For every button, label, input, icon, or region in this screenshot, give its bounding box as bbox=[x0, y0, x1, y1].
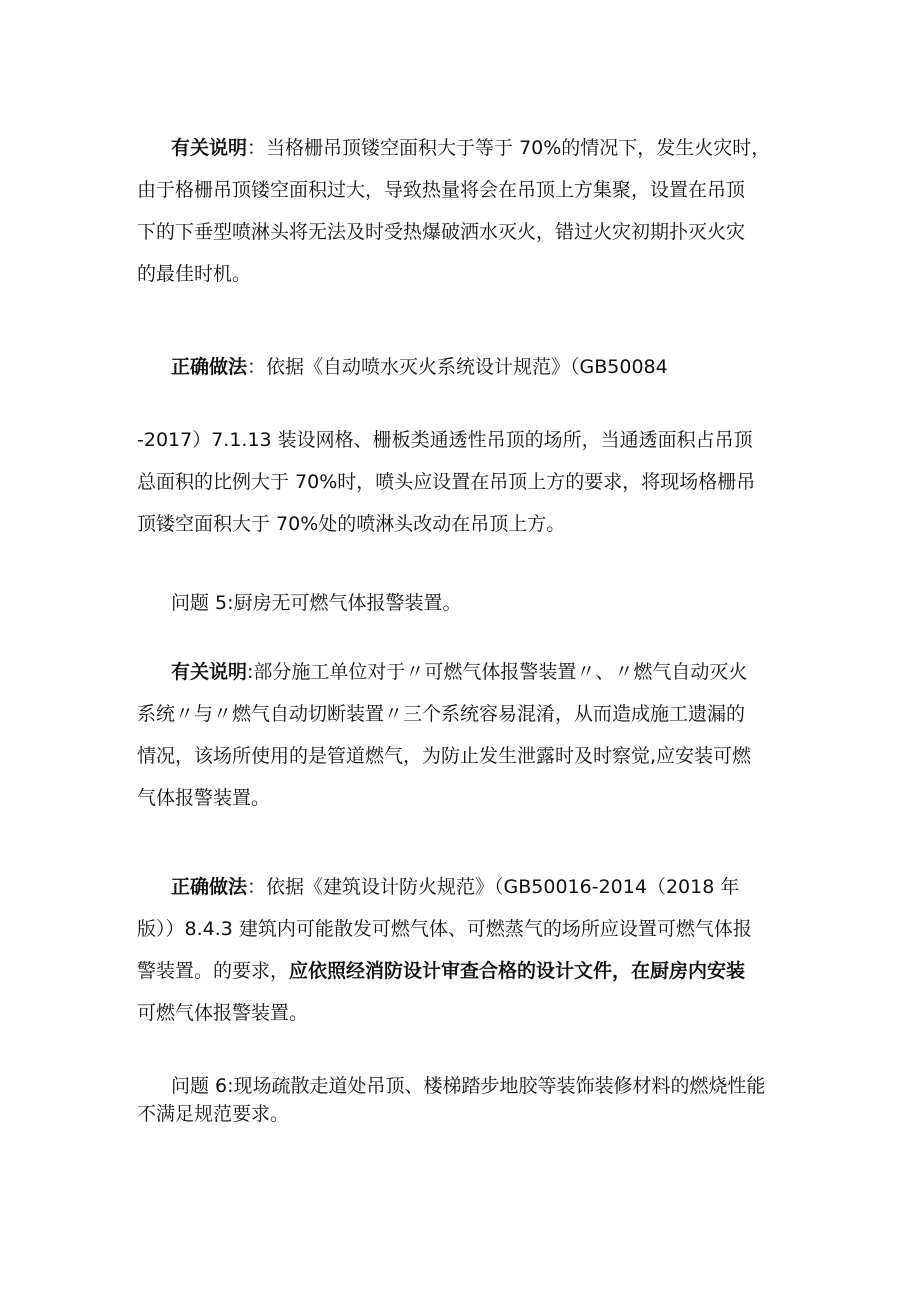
line: 系统〃与〃燃气自动切断装置〃三个系统容易混淆，从而造成施工遗漏的 bbox=[137, 703, 746, 725]
line: 的最佳时机。 bbox=[137, 263, 252, 285]
separator: ： bbox=[247, 137, 267, 159]
line: -2017）7.1.13 装设网格、栅板类通透性吊顶的场所，当通透面积占吊顶 bbox=[137, 429, 753, 451]
section-label: 有关说明 bbox=[171, 137, 248, 159]
line bbox=[137, 651, 792, 693]
paragraph-issue-6 bbox=[137, 1072, 792, 1128]
line: 问题 6:现场疏散走道处吊顶、楼梯踏步地胶等装饰装修材料的燃烧性能 bbox=[171, 1075, 766, 1097]
paragraph-explanation-1 bbox=[137, 127, 792, 295]
line: 下的下垂型喷淋头将无法及时受热爆破洒水灭火，错过火灾初期扑灭火灾 bbox=[137, 221, 746, 243]
paragraph-explanation-2 bbox=[137, 651, 792, 819]
line bbox=[137, 346, 792, 388]
emphasis-text: 应依照经消防设计审查合格的设计文件，在厨房内安装 bbox=[289, 960, 746, 982]
line bbox=[137, 127, 792, 169]
text: 警装置。的要求， bbox=[137, 960, 290, 982]
text: 依据《建筑设计防火规范》（GB50016-2014（2018 年 bbox=[266, 876, 740, 898]
section-label: 有关说明 bbox=[171, 661, 248, 683]
paragraph-correct-practice-1-cont bbox=[137, 419, 792, 545]
text: 依据《自动喷水灭火系统设计规范》（GB50084 bbox=[266, 356, 668, 378]
separator: ： bbox=[247, 876, 267, 898]
line bbox=[137, 866, 792, 908]
line: 气体报警装置。 bbox=[137, 787, 271, 809]
paragraph-issue-5 bbox=[137, 582, 792, 624]
separator: : bbox=[247, 661, 254, 683]
line: 版））8.4.3 建筑内可能散发可燃气体、可燃蒸气的场所应设置可燃气体报 bbox=[137, 918, 752, 940]
line: 总面积的比例大于 70%时，喷头应设置在吊顶上方的要求，将现场格栅吊 bbox=[137, 471, 756, 493]
line: 顶镂空面积大于 70%处的喷淋头改动在吊顶上方。 bbox=[137, 513, 566, 535]
paragraph-correct-practice-2 bbox=[137, 866, 792, 1034]
section-label: 正确做法 bbox=[171, 876, 248, 898]
line: 不满足规范要求。 bbox=[137, 1103, 290, 1125]
text: 部分施工单位对于〃可燃气体报警装置〃、〃燃气自动灭火 bbox=[253, 661, 748, 683]
separator: ： bbox=[247, 356, 267, 378]
line: 情况，该场所使用的是管道燃气，为防止发生泄露时及时察觉,应安装可燃 bbox=[137, 745, 752, 767]
text: 当格栅吊顶镂空面积大于等于 70%的情况下，发生火灾时， bbox=[266, 137, 771, 159]
paragraph-correct-practice-1 bbox=[137, 346, 792, 388]
line bbox=[137, 950, 792, 992]
line: 由于格栅吊顶镂空面积过大，导致热量将会在吊顶上方集聚，设置在吊顶 bbox=[137, 179, 746, 201]
line: 问题 5:厨房无可燃气体报警装置。 bbox=[171, 592, 462, 614]
section-label: 正确做法 bbox=[171, 356, 248, 378]
line: 可燃气体报警装置。 bbox=[137, 1002, 309, 1024]
